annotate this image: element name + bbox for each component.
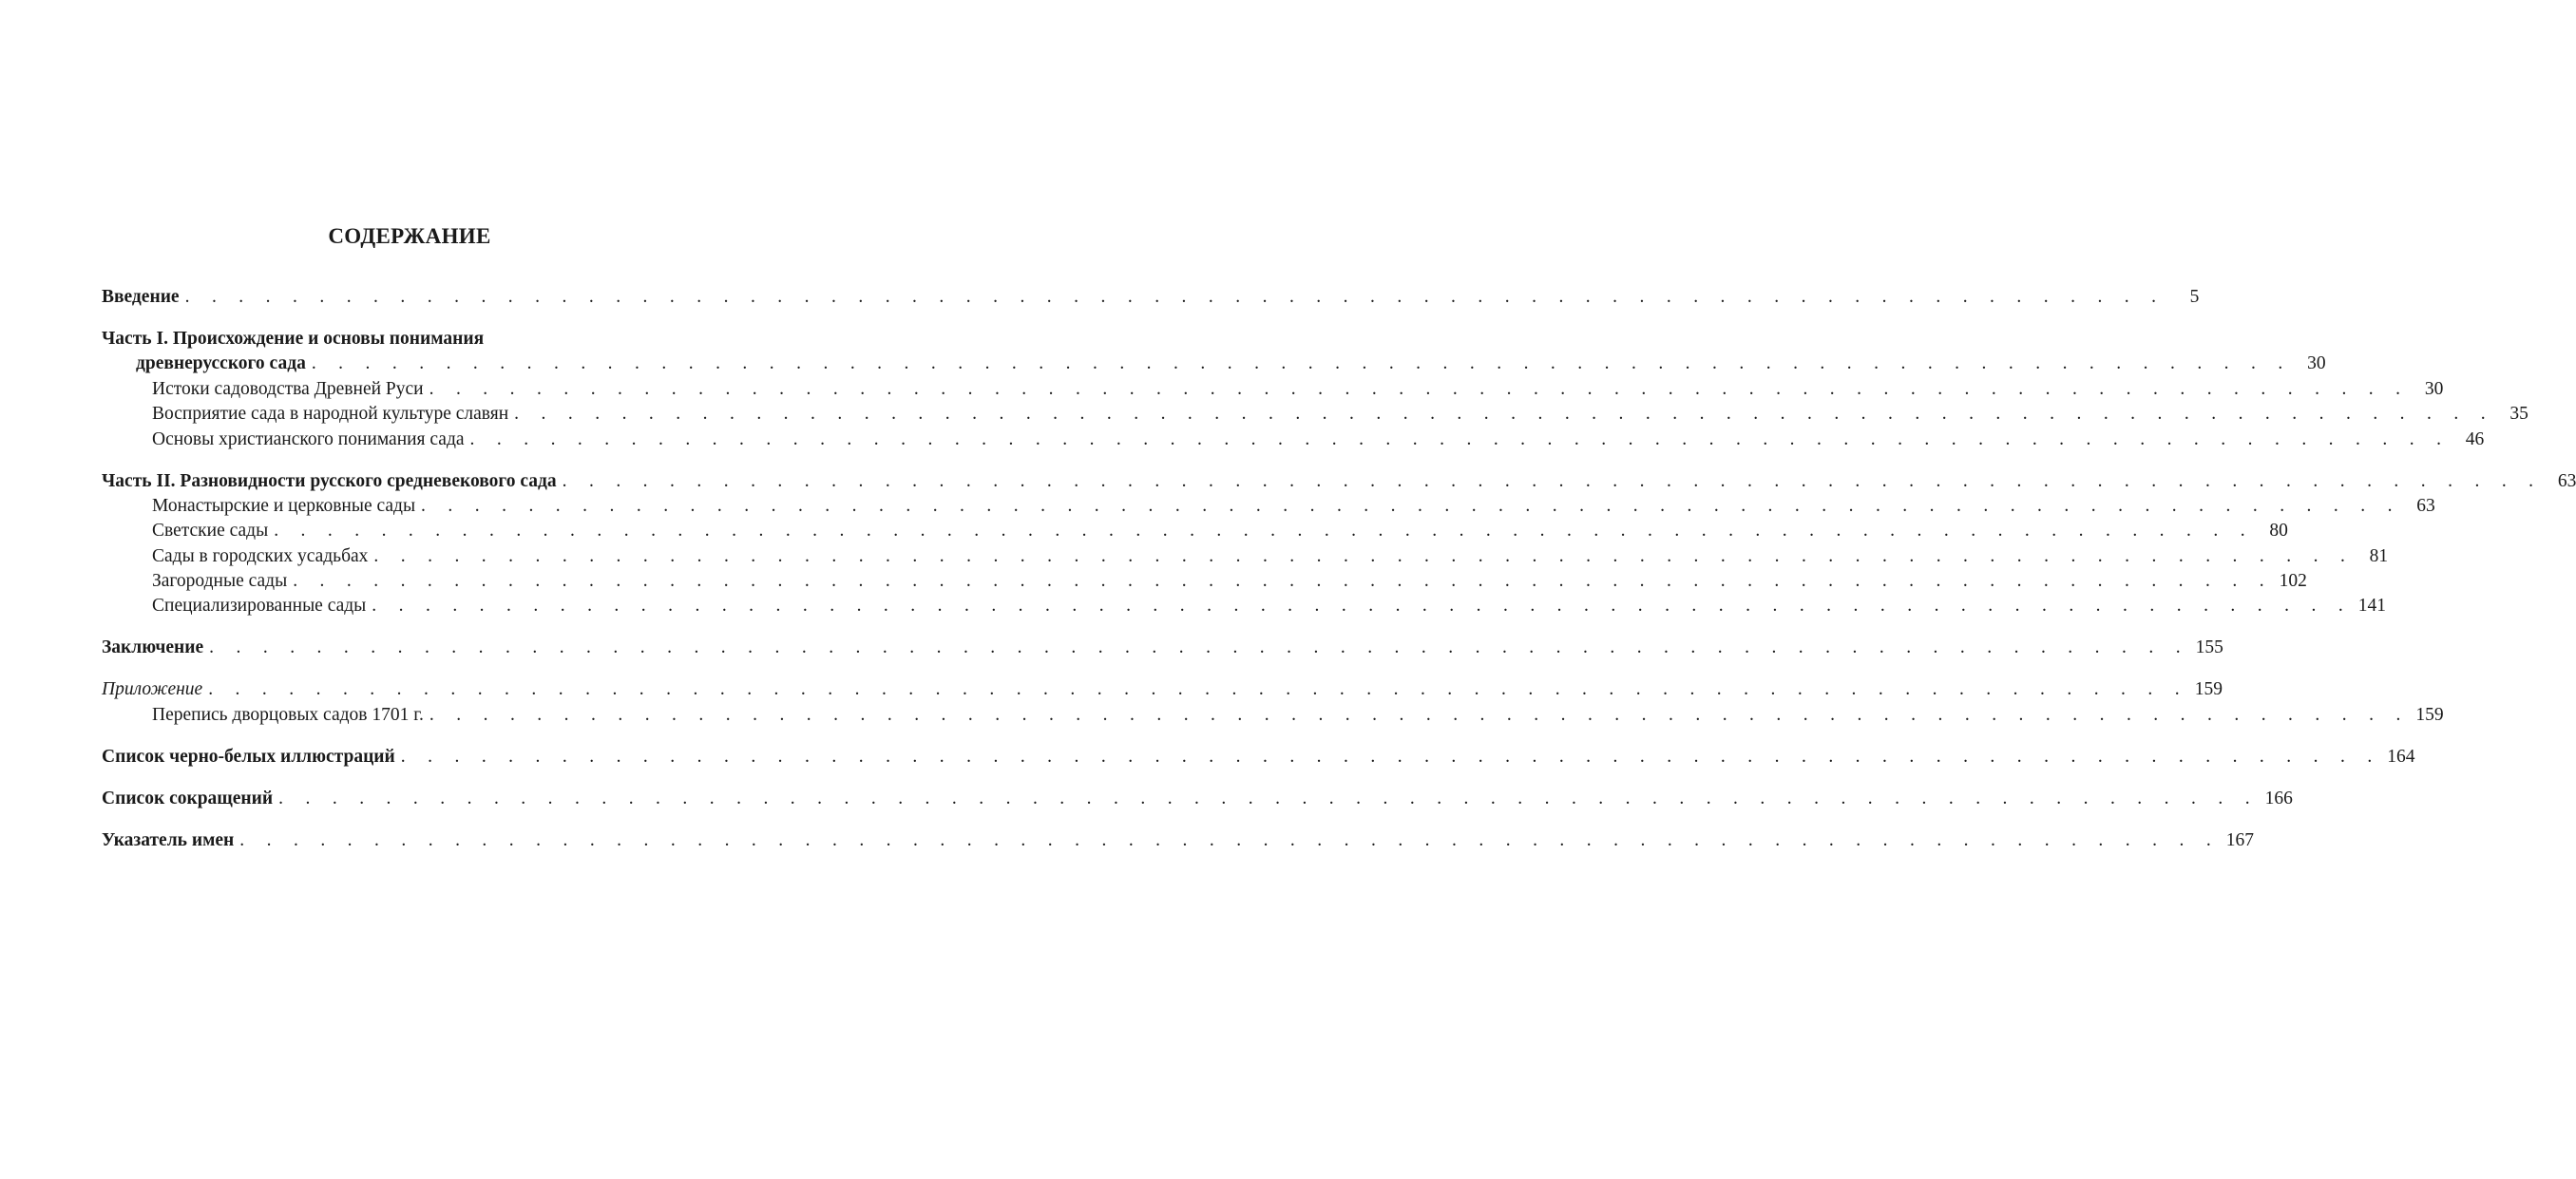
toc-entry-title: Загородные сады	[152, 571, 288, 592]
toc-page-number: 159	[2194, 679, 2223, 700]
table-of-contents	[102, 285, 2576, 853]
toc-page-number: 80	[2269, 521, 2288, 542]
section-gap	[102, 770, 718, 787]
toc-page-number: 159	[2415, 704, 2444, 725]
toc-entry-title: Монастырские и церковные сады	[152, 495, 416, 516]
toc-entry-title: Основы христианского понимания сада	[152, 428, 465, 449]
toc-entry-part1[interactable]	[102, 352, 2326, 376]
toc-entry-title: Список черно-белых иллюстраций	[102, 746, 395, 767]
toc-entry-abbreviations[interactable]	[102, 787, 2293, 811]
toc-page-number: 166	[2264, 788, 2293, 808]
toc-entry-title: Введение	[102, 287, 180, 307]
toc-entry-part2-sub4[interactable]	[102, 569, 2307, 594]
dot-leader: . . . . . . . . . . . . . . . . . . . . . . . . . . . . . . . . . . . . . . . . . . . . . . . . . . . . . . . . . . . . . . . . . . . . . . . . . .	[311, 353, 2292, 374]
dot-leader: . . . . . . . . . . . . . . . . . . . . . . . . . . . . . . . . . . . . . . . . . . . . . . . . . . . . . . . . . . . . . . . . . . . . . . . . . .	[278, 788, 2259, 808]
toc-entry-title: Сады в городских усадьбах	[152, 545, 369, 566]
toc-entry-title: Специализированные сады	[152, 596, 367, 617]
toc-page-number: 30	[2307, 353, 2326, 374]
toc-entry-appendix[interactable]	[102, 677, 2223, 702]
toc-entry-title: Приложение	[102, 679, 203, 700]
dot-leader: . . . . . . . . . . . . . . . . . . . . . . . . . . . . . . . . . . . . . . . . . . . . . . . . . . . . . . . . . . . . . . . . . . . . . . . . . .	[209, 637, 2189, 658]
toc-page-number: 155	[2195, 637, 2223, 658]
toc-entry-title: Часть II. Разновидности русского средневекового сада	[102, 470, 557, 491]
toc-entry-appendix-sub1[interactable]	[102, 703, 2444, 728]
toc-page-number: 167	[2225, 829, 2254, 850]
dot-leader: . . . . . . . . . . . . . . . . . . . . . . . . . . . . . . . . . . . . . . . . . . . . . . . . . . . . . . . . . . . . . . . . . . . . . . . . . .	[400, 746, 2381, 767]
toc-entry-title: Перепись дворцовых садов 1701 г.	[152, 704, 424, 725]
toc-entry-part1-sub3[interactable]	[102, 428, 2485, 452]
toc-page-number: 35	[2509, 404, 2528, 425]
section-gap	[102, 452, 718, 469]
toc-page-number: 102	[2279, 571, 2307, 592]
toc-page-number: 30	[2424, 378, 2444, 399]
toc-entry-title: Указатель имен	[102, 829, 235, 850]
toc-page-number: 141	[2357, 596, 2387, 617]
toc-entry-title: Восприятие сада в народной культуре славян	[152, 404, 509, 425]
toc-entry-part2-sub3[interactable]	[102, 544, 2389, 569]
toc-entry-title: древнерусского сада	[136, 353, 306, 374]
toc-page-number: 63	[2416, 495, 2435, 516]
toc-entry-part2-sub2[interactable]	[102, 519, 2288, 543]
dot-leader: . . . . . . . . . . . . . . . . . . . . . . . . . . . . . . . . . . . . . . . . . . . . . . . . . . . . . . . . . . . . . . . . . . . . . . . . . .	[429, 704, 2410, 725]
page-title: СОДЕРЖАНИЕ	[328, 224, 491, 248]
toc-page-number: 81	[2369, 545, 2389, 566]
toc-entry-part1-sub1[interactable]	[102, 377, 2444, 402]
toc-entry-title: Заключение	[102, 637, 204, 658]
toc-entry-part1-heading[interactable]: Часть I. Происхождение и основы понимания	[102, 328, 485, 349]
dot-leader: . . . . . . . . . . . . . . . . . . . . . . . . . . . . . . . . . . . . . . . . . . . . . . . . . . . . . . . . . . . . . . . . . . . . . . . . . .	[373, 545, 2355, 566]
toc-page-number: 46	[2465, 428, 2485, 449]
toc-entry-index[interactable]	[102, 828, 2254, 853]
toc-entry-title: Список сокращений	[102, 788, 274, 808]
section-gap	[102, 661, 718, 678]
dot-leader: . . . . . . . . . . . . . . . . . . . . . . . . . . . . . . . . . . . . . . . . . . . . . . . . . . . . . . . . . . . . . . . . . . . . . . . . . .	[372, 596, 2353, 617]
dot-leader: . . . . . . . . . . . . . . . . . . . . . . . . . . . . . . . . . . . . . . . . . . . . . . . . . . . . . . . . . . . . . . . . . . . . . . . . . .	[562, 470, 2543, 491]
toc-page-number: 164	[2387, 746, 2415, 767]
dot-leader: . . . . . . . . . . . . . . . . . . . . . . . . . . . . . . . . . . . . . . . . . . . . . . . . . . . . . . . . . . . . . . . . . . . . . . . . . .	[429, 378, 2410, 399]
toc-entry-title: Светские сады	[152, 521, 269, 542]
dot-leader: . . . . . . . . . . . . . . . . . . . . . . . . . . . . . . . . . . . . . . . . . . . . . . . . . . . . . . . . . . . . . . . . . . . . . . . . . .	[208, 679, 2188, 700]
section-gap	[102, 728, 718, 745]
toc-entry-part1-sub2[interactable]	[102, 402, 2528, 427]
toc-entry-conclusion[interactable]	[102, 636, 2223, 660]
dot-leader: . . . . . . . . . . . . . . . . . . . . . . . . . . . . . . . . . . . . . . . . . . . . . . . . . . . . . . . . . . . . . . . . . . . . . . . . . .	[421, 495, 2401, 516]
dot-leader: . . . . . . . . . . . . . . . . . . . . . . . . . . . . . . . . . . . . . . . . . . . . . . . . . . . . . . . . . . . . . . . . . . . . . . . . . .	[469, 428, 2451, 449]
toc-entry-intro[interactable]	[102, 285, 2200, 310]
toc-page-number: 5	[2189, 287, 2200, 307]
section-gap	[102, 619, 718, 637]
section-gap	[102, 310, 718, 327]
dot-leader: . . . . . . . . . . . . . . . . . . . . . . . . . . . . . . . . . . . . . . . . . . . . . . . . . . . . . . . . . . . . . . . . . . . . . . . . . .	[239, 829, 2220, 850]
toc-entry-part2-sub5[interactable]	[102, 594, 2387, 618]
dot-leader: . . . . . . . . . . . . . . . . . . . . . . . . . . . . . . . . . . . . . . . . . . . . . . . . . . . . . . . . . . . . . . . . . . . . . . . . . .	[184, 287, 2166, 307]
toc-entry-title: Истоки садоводства Древней Руси	[152, 378, 424, 399]
toc-entry-part2-sub1[interactable]	[102, 494, 2435, 519]
toc-entry-illustrations[interactable]	[102, 745, 2415, 770]
section-gap	[102, 811, 718, 828]
toc-entry-part2[interactable]	[102, 469, 2576, 494]
dot-leader: . . . . . . . . . . . . . . . . . . . . . . . . . . . . . . . . . . . . . . . . . . . . . . . . . . . . . . . . . . . . . . . . . . . . . . . . . .	[274, 521, 2254, 542]
dot-leader: . . . . . . . . . . . . . . . . . . . . . . . . . . . . . . . . . . . . . . . . . . . . . . . . . . . . . . . . . . . . . . . . . . . . . . . . . .	[514, 404, 2494, 425]
dot-leader: . . . . . . . . . . . . . . . . . . . . . . . . . . . . . . . . . . . . . . . . . . . . . . . . . . . . . . . . . . . . . . . . . . . . . . . . . .	[293, 571, 2273, 592]
toc-page-number: 63	[2557, 470, 2576, 491]
